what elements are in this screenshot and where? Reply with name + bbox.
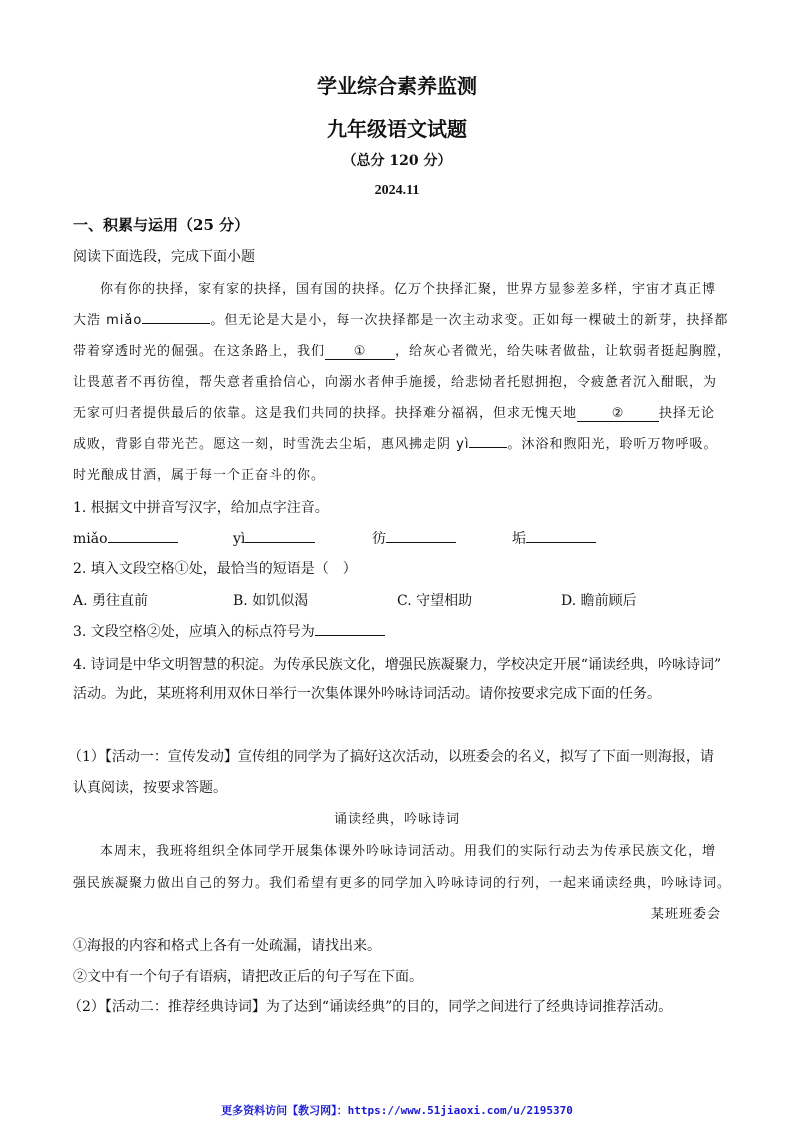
total-score: （总分 120 分） <box>342 153 452 169</box>
passage-text: 抉择无论 <box>659 406 716 421</box>
q2-option-b[interactable]: B. 如饥似渴 <box>233 593 309 609</box>
answer-blank[interactable] <box>108 528 178 543</box>
task-1: ①海报的内容和格式上各有一处疏漏，请找出来。 <box>73 938 381 954</box>
passage-line-2 <box>73 309 728 328</box>
passage-line-5 <box>73 402 715 422</box>
question-4-line-2: 活动。为此，某班将利用双休日举行一次集体课外吟咏诗词活动。请你按要求完成下面的任务。 <box>73 686 661 702</box>
answer-blank <box>469 433 507 448</box>
poster-title: 诵读经典，吟咏诗词 <box>333 812 460 827</box>
q1-item-yi: yì <box>233 528 315 547</box>
passage-text: ，给灰心者微光，给失味者做盐，让软弱者挺起胸膛， <box>395 344 732 359</box>
answer-blank[interactable] <box>526 528 596 543</box>
footer-link[interactable]: 更多资料访问【教习网】：https://www.51jiaoxi.com/u/2195370 <box>221 1104 573 1117</box>
passage-line-1: 你有你的抉择，家有家的抉择，国有国的抉择。亿万个抉择汇聚，世界方显参差多样，宇宙才真正博 <box>100 282 717 297</box>
passage-line-7: 时光酿成甘酒，属于每一个正奋斗的你。 <box>73 468 326 483</box>
passage-text: 。但无论是大是小，每一次抉择都是一次主动求变。正如每一棵破土的新芽，抉择都 <box>210 313 729 328</box>
q1-item-gou: 垢 <box>512 528 596 548</box>
passage-text: 。沐浴和煦阳光，聆听万物呼吸。 <box>507 437 718 452</box>
answer-blank[interactable] <box>245 528 315 543</box>
question-2: 2. 填入文段空格①处，最恰当的短语是（ ） <box>73 561 357 577</box>
passage-line-3 <box>73 340 731 360</box>
passage-text: 大浩 miǎo <box>73 313 143 328</box>
question-1: 1. 根据文中拼音写汉字，给加点字注音。 <box>73 500 329 516</box>
question-3-text: 3. 文段空格②处，应填入的标点符号为 <box>73 624 315 640</box>
blank-2: ② <box>577 407 659 422</box>
passage-line-4: 让畏葸者不再彷徨，帮失意者重拾信心，向溺水者伸手施援，给悲恸者托慰拥抱，令疲惫者沉入酣眠，为 <box>73 375 718 390</box>
answer-blank[interactable] <box>386 528 456 543</box>
question-3 <box>73 621 385 641</box>
passage-text: 无家可归者提供最后的依靠。这是我们共同的抉择。抉择难分福祸，但求无愧天地 <box>73 406 578 421</box>
answer-blank[interactable] <box>315 621 385 636</box>
reading-instruction: 阅读下面选段，完成下面小题 <box>73 249 255 265</box>
passage-text: 成败，背影自带光芒。愿这一刻，时雪洗去尘垢，惠风拂走阴 yì <box>73 437 470 452</box>
poster-line-1: 本周末，我班将组织全体同学开展集体课外吟咏诗词活动。用我们的实际行动去为传承民族文化，增 <box>100 844 717 859</box>
passage-text: 带着穿透时光的倔强。在这条路上，我们 <box>73 344 326 359</box>
activity-1-line-1: （1）【活动一：宣传发动】宣传组的同学为了搞好这次活动，以班委会的名义，拟写了下面一则海报，请 <box>68 749 714 765</box>
q2-option-c[interactable]: C. 守望相助 <box>397 593 473 609</box>
exam-title: 学业综合素养监测 <box>317 74 477 98</box>
activity-1-line-2: 认真阅读，按要求答题。 <box>73 780 227 796</box>
blank-1: ① <box>325 345 395 360</box>
exam-subtitle: 九年级语文试题 <box>327 117 467 141</box>
answer-blank <box>142 309 210 324</box>
q1-item-pang: 彷 <box>372 528 456 548</box>
question-4-line-1: 4. 诗词是中华文明智慧的积淀。为传承民族文化，增强民族凝聚力，学校决定开展“诵读经典，吟咏诗词” <box>73 657 722 673</box>
q1-item-miao: miǎo <box>73 528 178 547</box>
task-2: ②文中有一个句子有语病，请把改正后的句子写在下面。 <box>73 969 423 985</box>
activity-2: （2）【活动二：推荐经典诗词】为了达到“诵读经典”的目的，同学之间进行了经典诗词推荐活动。 <box>68 999 673 1015</box>
exam-date: 2024.11 <box>374 183 420 198</box>
poster-signature: 某班班委会 <box>650 907 721 922</box>
poster-line-2: 强民族凝聚力做出自己的努力。我们希望有更多的同学加入吟咏诗词的行列，一起来诵读经典，吟咏诗词。 <box>73 876 732 891</box>
passage-line-6 <box>73 433 717 452</box>
q2-option-a[interactable]: A. 勇往直前 <box>73 593 149 609</box>
q2-option-d[interactable]: D. 瞻前顾后 <box>561 593 637 609</box>
section-heading: 一、积累与运用（25 分） <box>73 216 250 234</box>
